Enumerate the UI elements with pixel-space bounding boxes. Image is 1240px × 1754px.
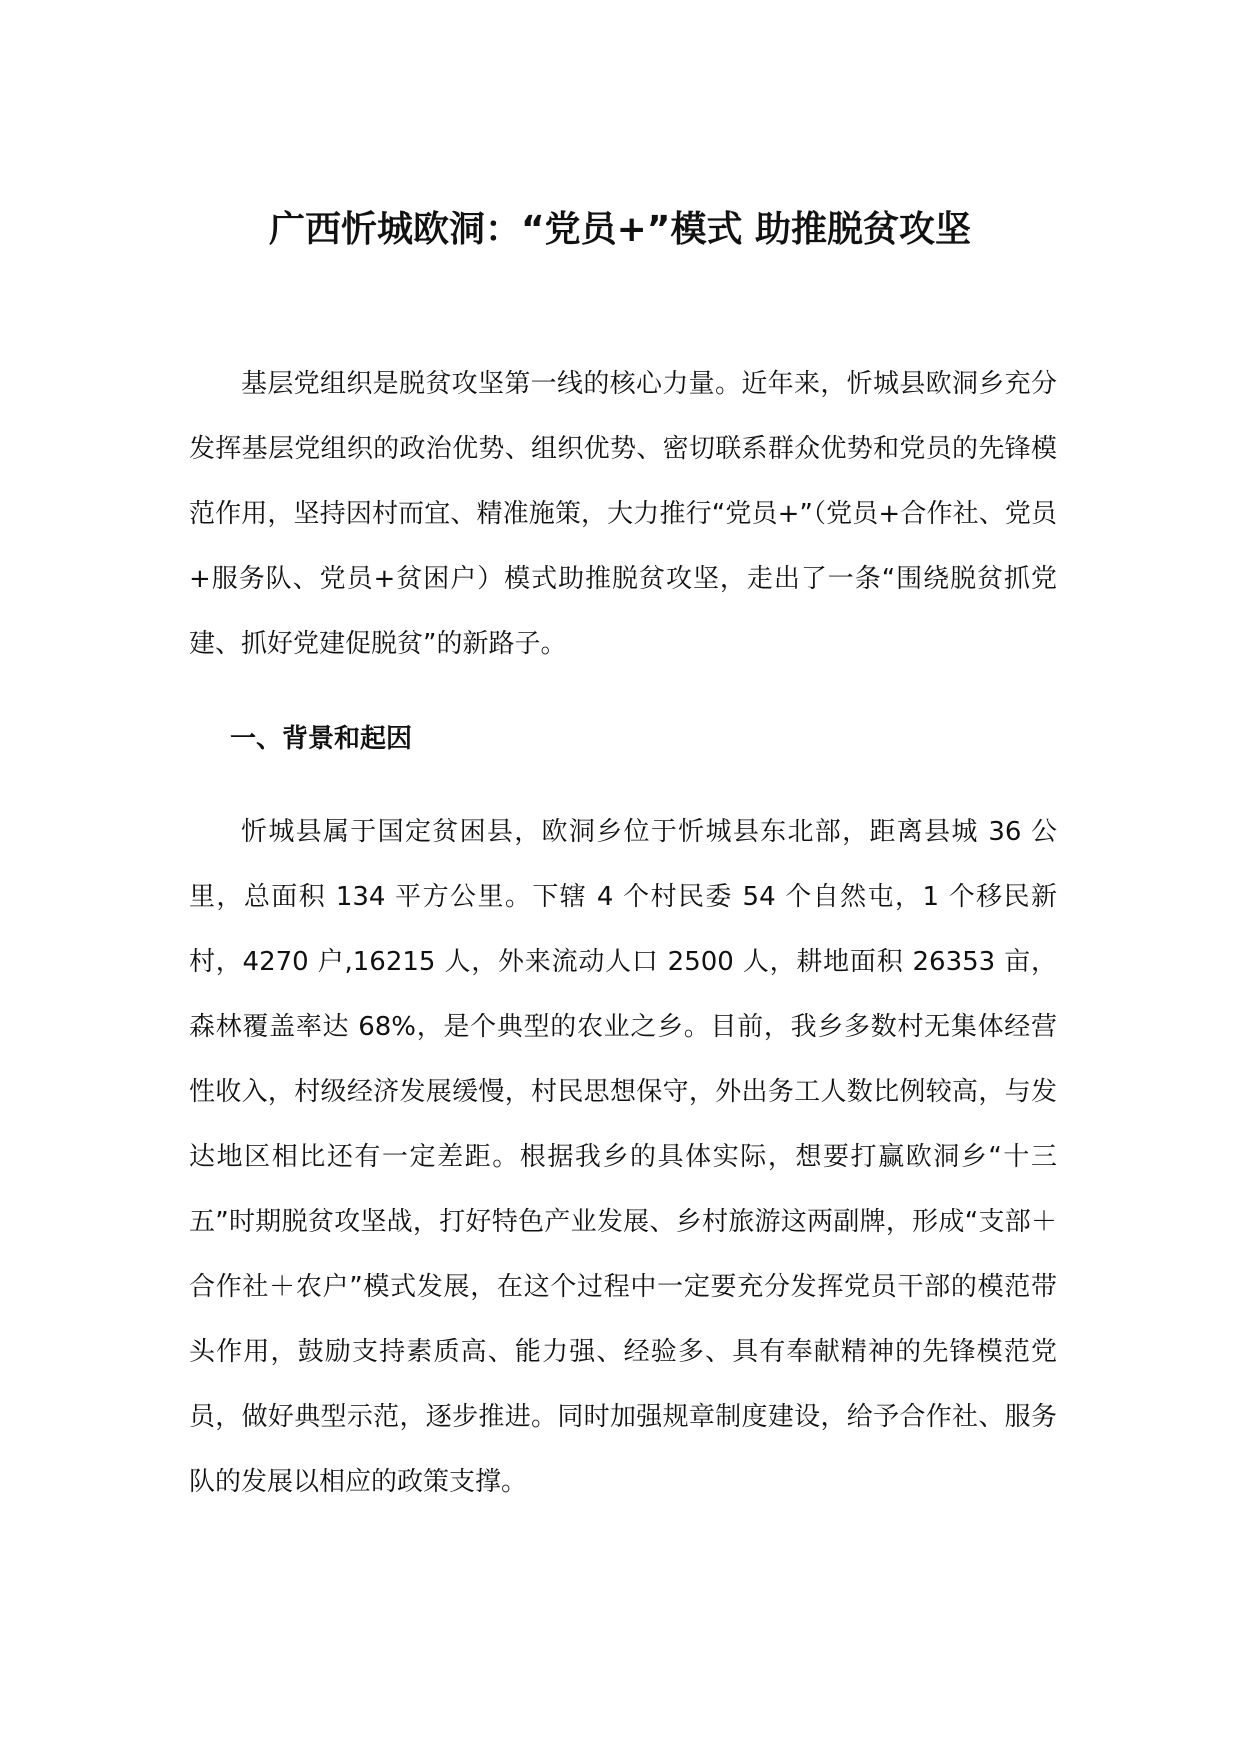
document-title: 广西忻城欧洞：“党员+”模式 助推脱贫攻坚: [268, 209, 972, 250]
section-heading-background: 一、背景和起因: [230, 724, 413, 754]
section-paragraph-background: 忻城县属于国定贫困县，欧洞乡位于忻城县东北部，距离县城 36 公里，总面积 134 平方公里。下辖 4 个村民委 54 个自然屯，1 个移民新村，4270 户,16215 人，外来流动人口 2500 人，耕地面积 26353 亩，森林覆盖率达 68%，是个典型的农业之乡。目前，我乡多数村无集体经营性收入，村级经济发展缓慢，村民思想保守，外出务工人数比例较高，与发达地区相比还有一定差距。根据我乡的具体实际，想要打赢欧洞乡“十三五”时期脱贫攻坚战，打好特色产业发展、乡村旅游这两副牌，形成“支部＋合作社＋农户”模式发展，在这个过程中一定要充分发挥党员干部的模范带头作用，鼓励支持素质高、能力强、经验多、具有奉献精神的先锋模范党员，做好典型示范，逐步推进。同时加强规章制度建设，给予合作社、服务队的发展以相应的政策支撑。: [189, 817, 1057, 1497]
intro-paragraph: 基层党组织是脱贫攻坚第一线的核心力量。近年来，忻城县欧洞乡充分发挥基层党组织的政治优势、组织优势、密切联系群众优势和党员的先锋模范作用，坚持因村而宜、精准施策，大力推行“党员+”（党员+合作社、党员+服务队、党员+贫困户）模式助推脱贫攻坚，走出了一条“围绕脱贫抓党建、抓好党建促脱贫”的新路子。: [189, 369, 1057, 659]
